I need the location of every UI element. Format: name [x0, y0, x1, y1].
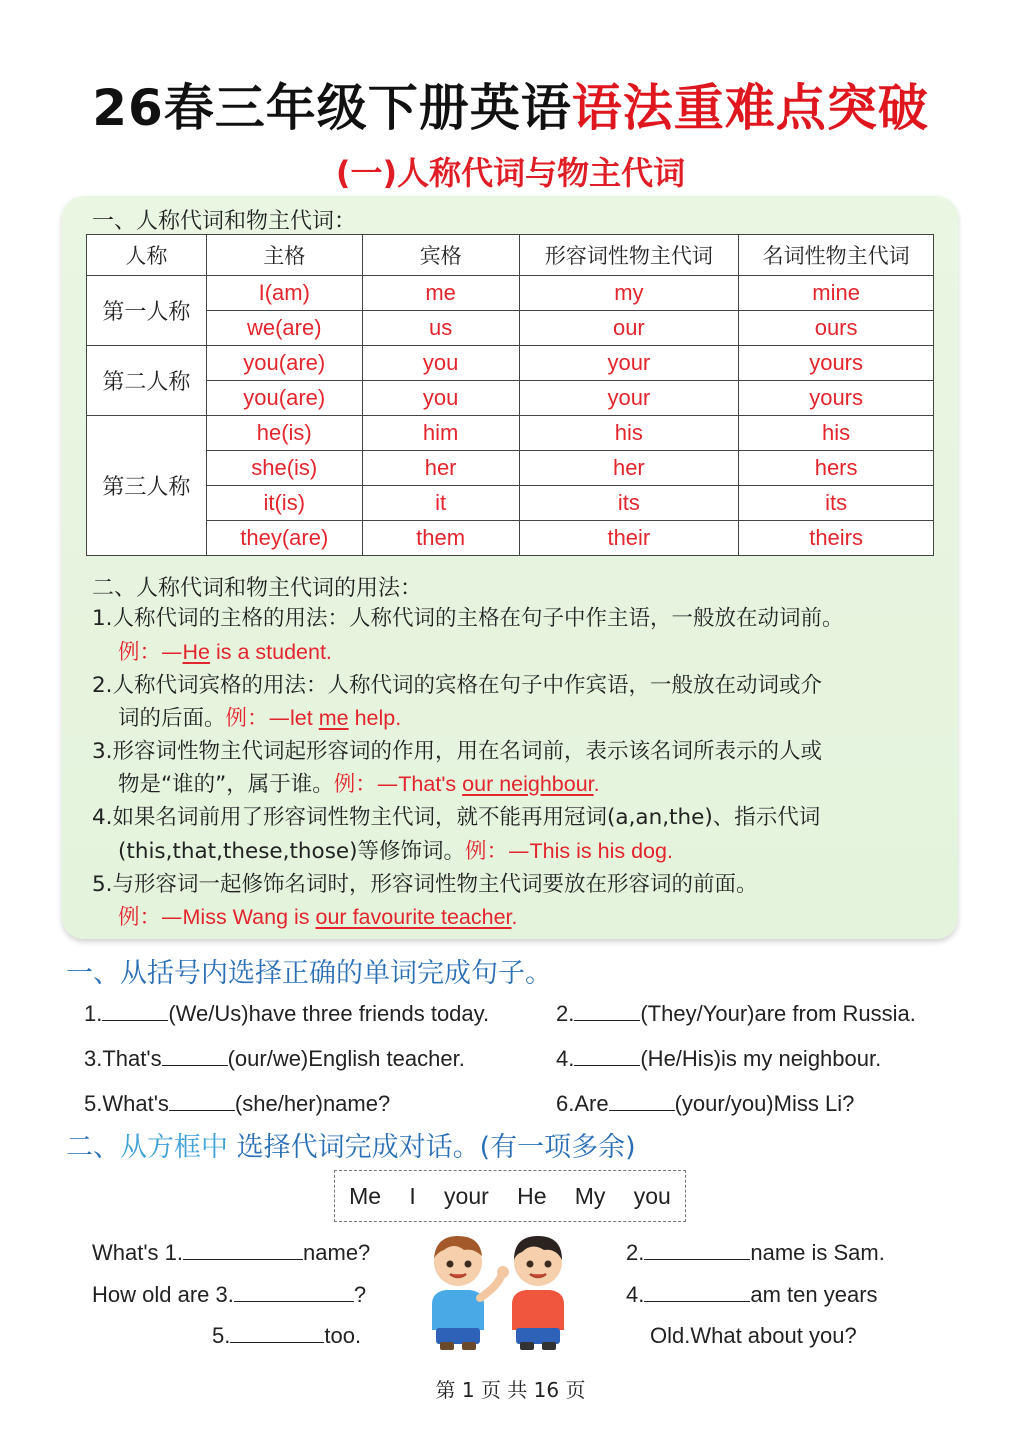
table-row [87, 451, 934, 486]
table-cell: we(are) [206, 311, 362, 346]
rule-4-line1: 4.如果名词前用了形容词性物主代词，就不能再用冠词(a,an,the)、指示代词 [92, 805, 821, 830]
dialog-text: ? [353, 1282, 367, 1307]
answer-blank[interactable] [234, 1283, 354, 1302]
boy-right-pants [516, 1328, 560, 1344]
section1-heading: 一、人称代词和物主代词： [92, 209, 357, 234]
question-5 [84, 1091, 390, 1117]
example-underlined: me [318, 706, 349, 730]
question-number: 2. [556, 1001, 575, 1026]
example-text: is a student. [210, 640, 332, 664]
table-cell: her [519, 451, 739, 486]
table-cell: theirs [739, 521, 934, 556]
table-cell: you [362, 381, 519, 416]
question-text: (He/His)is my neighbour. [640, 1046, 882, 1071]
word-option: I [409, 1182, 416, 1209]
dialog-text: 2. [626, 1240, 645, 1265]
table-cell: you(are) [206, 346, 362, 381]
answer-blank[interactable] [102, 1002, 168, 1021]
person-second: 第二人称 [87, 346, 207, 416]
pronoun-table [86, 234, 934, 556]
heading-part: 从方框中 [120, 1132, 228, 1163]
rule-4-text: (this,that,these,those)等修饰词。 [118, 839, 466, 864]
question-text: (We/Us)have three friends today. [168, 1001, 490, 1026]
dialog-line-5 [212, 1323, 361, 1349]
dialog-text: am ten years [750, 1282, 878, 1307]
word-option: your [444, 1182, 489, 1209]
example-label: 例：— [118, 640, 183, 665]
question-number: 4. [556, 1046, 575, 1071]
question-text: (They/Your)are from Russia. [640, 1001, 916, 1026]
dialog-line-6: Old.What about you? [650, 1323, 857, 1348]
example-text: This is his dog. [529, 839, 673, 863]
table-cell: her [362, 451, 519, 486]
dialog-line-4 [626, 1282, 878, 1308]
header-object: 宾格 [362, 235, 519, 276]
table-cell: me [362, 276, 519, 311]
dialog-line-2 [626, 1240, 885, 1266]
table-row [87, 381, 934, 416]
question-4 [556, 1046, 881, 1072]
boy-left-pants [436, 1328, 480, 1344]
header-noun-possessive: 名词性物主代词 [739, 235, 934, 276]
person-first: 第一人称 [87, 276, 207, 346]
word-option: you [633, 1182, 671, 1209]
answer-blank[interactable] [230, 1324, 324, 1343]
rule-3-line2 [118, 768, 600, 801]
boy-right-shirt [512, 1290, 564, 1330]
table-row [87, 311, 934, 346]
subtitle: (一)人称代词与物主代词 [335, 154, 686, 192]
question-number: 6.Are [556, 1091, 609, 1116]
dialog-text: What's 1. [92, 1240, 184, 1265]
boy-left-shirt [432, 1290, 484, 1330]
example-underlined: our neighbour [462, 772, 594, 796]
rule-4-line2 [118, 835, 673, 868]
page-footer: 第 1 页 共 16 页 [435, 1378, 586, 1402]
question-number: 3.That's [84, 1046, 162, 1071]
question-1 [84, 1001, 489, 1027]
rule-1: 1.人称代词的主格的用法：人称代词的主格在句子中作主语，一般放在动词前。 [92, 606, 844, 631]
table-cell: its [739, 486, 934, 521]
table-cell: your [519, 346, 739, 381]
word-option: My [574, 1182, 606, 1209]
question-text: (our/we)English teacher. [227, 1046, 465, 1071]
table-cell: my [519, 276, 739, 311]
example-label: 例：— [333, 772, 399, 797]
header-person: 人称 [87, 235, 207, 276]
table-cell: his [519, 416, 739, 451]
table-row [87, 276, 934, 311]
word-option: He [517, 1182, 547, 1209]
example-text: help. [348, 706, 402, 730]
table-cell: them [362, 521, 519, 556]
answer-blank[interactable] [644, 1241, 750, 1260]
rule-3-line1: 3.形容词性物主代词起形容词的作用，用在名词前，表示该名词所表示的人或 [92, 739, 823, 764]
question-2 [556, 1001, 916, 1027]
answer-blank[interactable] [644, 1283, 750, 1302]
table-header-row [87, 235, 934, 276]
person-third: 第三人称 [87, 416, 207, 556]
rule-2-text: 词的后面。 [118, 706, 226, 731]
table-cell: it [362, 486, 519, 521]
table-row [87, 486, 934, 521]
example-text: That's [398, 772, 463, 796]
exercise2-heading [66, 1125, 636, 1164]
page-title [0, 68, 1021, 140]
word-box [334, 1170, 686, 1222]
question-text: (your/you)Miss Li? [674, 1091, 855, 1116]
example-text: Miss Wang is [182, 905, 316, 929]
table-row [87, 416, 934, 451]
example-underlined: He [182, 640, 210, 664]
answer-blank[interactable] [609, 1092, 675, 1111]
table-cell: you [362, 346, 519, 381]
two-boys-illustration [418, 1226, 576, 1356]
rule-2-line1: 2.人称代词宾格的用法：人称代词的宾格在句子中作宾语，一般放在动词或介 [92, 673, 823, 698]
example-text: let [290, 706, 319, 730]
dialog-text: 5. [212, 1323, 231, 1348]
example-label: 例：— [118, 905, 183, 930]
rule-2-line2 [118, 702, 401, 735]
word-option: Me [349, 1182, 382, 1209]
table-cell: mine [739, 276, 934, 311]
example-label: 例：— [465, 839, 530, 864]
table-cell: their [519, 521, 739, 556]
section2-heading: 二、人称代词和物主代词的用法： [92, 576, 423, 601]
question-text: (she/her)name? [234, 1091, 391, 1116]
rule-5-example [118, 901, 518, 934]
header-subject: 主格 [206, 235, 362, 276]
table-row [87, 346, 934, 381]
answer-blank[interactable] [162, 1047, 228, 1066]
table-cell: its [519, 486, 739, 521]
table-cell: yours [739, 346, 934, 381]
table-cell: him [362, 416, 519, 451]
dialog-line-1 [92, 1240, 370, 1266]
question-6 [556, 1091, 854, 1117]
dialog-text: How old are 3. [92, 1282, 234, 1307]
table-cell: he(is) [206, 416, 362, 451]
heading-part: (有一项多余) [479, 1132, 636, 1163]
table-cell: I(am) [206, 276, 362, 311]
example-underlined: our favourite teacher [315, 905, 512, 929]
table-cell: us [362, 311, 519, 346]
table-cell: they(are) [206, 521, 362, 556]
title-black-part: 26春三年级下册英语 [92, 79, 572, 137]
dialog-text: too. [324, 1323, 362, 1348]
table-cell: your [519, 381, 739, 416]
table-cell: hers [739, 451, 934, 486]
exercise1-heading: 一、从括号内选择正确的单词完成句子。 [66, 958, 552, 989]
heading-part: 选择代词完成对话。 [228, 1132, 480, 1163]
header-adj-possessive: 形容词性物主代词 [519, 235, 739, 276]
title-red-part: 语法重难点突破 [571, 79, 929, 137]
answer-blank[interactable] [574, 1047, 640, 1066]
table-cell: you(are) [206, 381, 362, 416]
table-cell: our [519, 311, 739, 346]
dialog-text: name? [303, 1240, 371, 1265]
table-row [87, 521, 934, 556]
boy-left-arm [480, 1274, 502, 1298]
table-cell: she(is) [206, 451, 362, 486]
rule-1-example [118, 636, 332, 669]
question-number: 5.What's [84, 1091, 169, 1116]
table-cell: it(is) [206, 486, 362, 521]
answer-blank[interactable] [574, 1002, 640, 1021]
question-3 [84, 1046, 465, 1072]
question-number: 1. [84, 1001, 103, 1026]
example-label: 例：— [225, 706, 291, 731]
table-cell: his [739, 416, 934, 451]
dialog-line-3 [92, 1282, 366, 1308]
table-cell: yours [739, 381, 934, 416]
rule-3-text: 物是“谁的”，属于谁。 [118, 772, 334, 797]
example-text: . [511, 905, 518, 929]
example-text: . [593, 772, 600, 796]
dialog-text: 4. [626, 1282, 645, 1307]
answer-blank[interactable] [183, 1241, 303, 1260]
answer-blank[interactable] [169, 1092, 235, 1111]
rule-5: 5.与形容词一起修饰名词时，形容词性物主代词要放在形容词的前面。 [92, 872, 758, 897]
heading-part: 二、 [66, 1132, 120, 1163]
dialog-text: name is Sam. [750, 1240, 885, 1265]
table-cell: ours [739, 311, 934, 346]
